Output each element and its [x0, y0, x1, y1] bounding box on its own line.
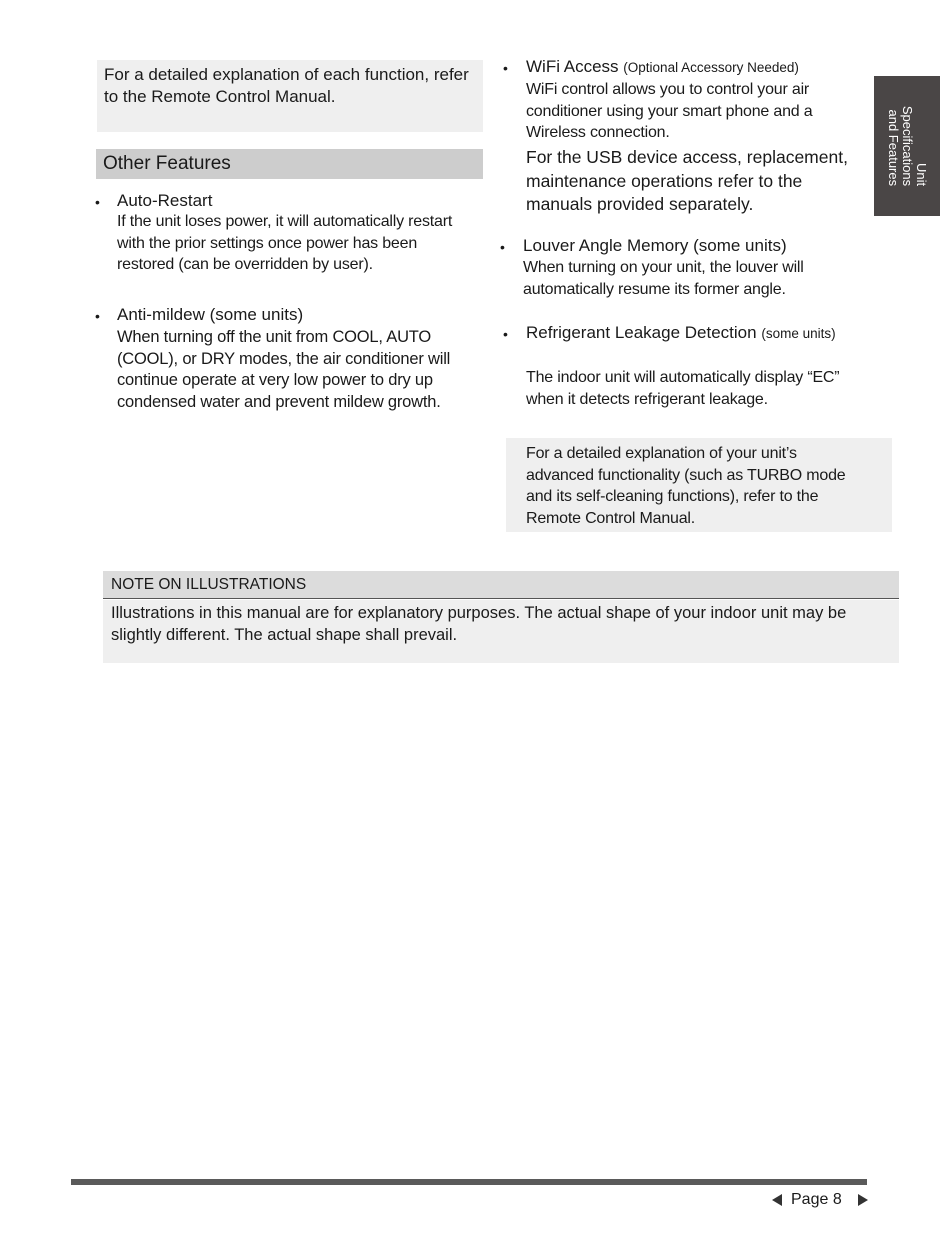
intro-note-text: For a detailed explanation of each function, refer to the Remote Control Manual.	[104, 65, 469, 106]
other-features-heading: Other Features	[96, 149, 483, 179]
feature-title	[526, 56, 799, 79]
refrigerant-title: Refrigerant Leakage Detection	[526, 323, 757, 342]
bullet: •	[503, 60, 508, 76]
page-navigation	[772, 1190, 868, 1210]
illustrations-note-body-wrap	[103, 600, 899, 663]
illustrations-note-body: Illustrations in this manual are for explanatory purposes. The actual shape of your indoor unit may be slightly different. The actual shape shall prevail.	[111, 604, 847, 644]
next-page-icon[interactable]	[858, 1194, 868, 1206]
bullet: •	[95, 194, 100, 210]
illustrations-note-header: NOTE ON ILLUSTRATIONS	[103, 571, 899, 599]
advanced-note-text: For a detailed explanation of your unit’s advanced functionality (such as TURBO mode and its self-cleaning functions), refer to the Remote Control Manual.	[526, 445, 846, 527]
feature-title: Anti-mildew (some units)	[117, 305, 304, 324]
feature-description: If the unit loses power, it will automatically restart with the prior settings once power has been restored (can be overridden by user).	[117, 213, 453, 273]
intro-note-box	[97, 60, 483, 132]
advanced-note-box	[506, 438, 892, 532]
side-tab-label: Unit Specifications and Features	[886, 105, 929, 187]
page-number: Page 8	[791, 1191, 842, 1208]
bullet: •	[500, 239, 505, 255]
feature-description: When turning off the unit from COOL, AUTO (COOL), or DRY modes, the air conditioner will continue operate at very low power to dry up condensed water and prevent mildew growth.	[117, 328, 451, 411]
refrigerant-title-note: (some units)	[761, 326, 836, 341]
wifi-title: WiFi Access	[526, 57, 619, 76]
side-tab[interactable]	[874, 76, 940, 216]
bullet: •	[503, 326, 508, 342]
louver-description: When turning on your unit, the louver will automatically resume its former angle.	[523, 259, 804, 298]
previous-page-icon[interactable]	[772, 1194, 782, 1206]
bullet: •	[95, 308, 100, 324]
wifi-title-note: (Optional Accessory Needed)	[623, 60, 799, 75]
illustrations-note	[103, 571, 899, 663]
feature-title: Auto-Restart	[117, 191, 213, 210]
usb-note: For the USB device access, replacement, maintenance operations refer to the manuals provided separately.	[526, 147, 848, 214]
wifi-description: WiFi control allows you to control your air conditioner using your smart phone and a Wireless connection.	[526, 81, 813, 141]
footer-rule	[71, 1179, 867, 1185]
feature-title: Louver Angle Memory (some units)	[523, 236, 787, 255]
refrigerant-description: The indoor unit will automatically display “EC” when it detects refrigerant leakage.	[526, 369, 840, 408]
feature-title	[526, 322, 846, 345]
